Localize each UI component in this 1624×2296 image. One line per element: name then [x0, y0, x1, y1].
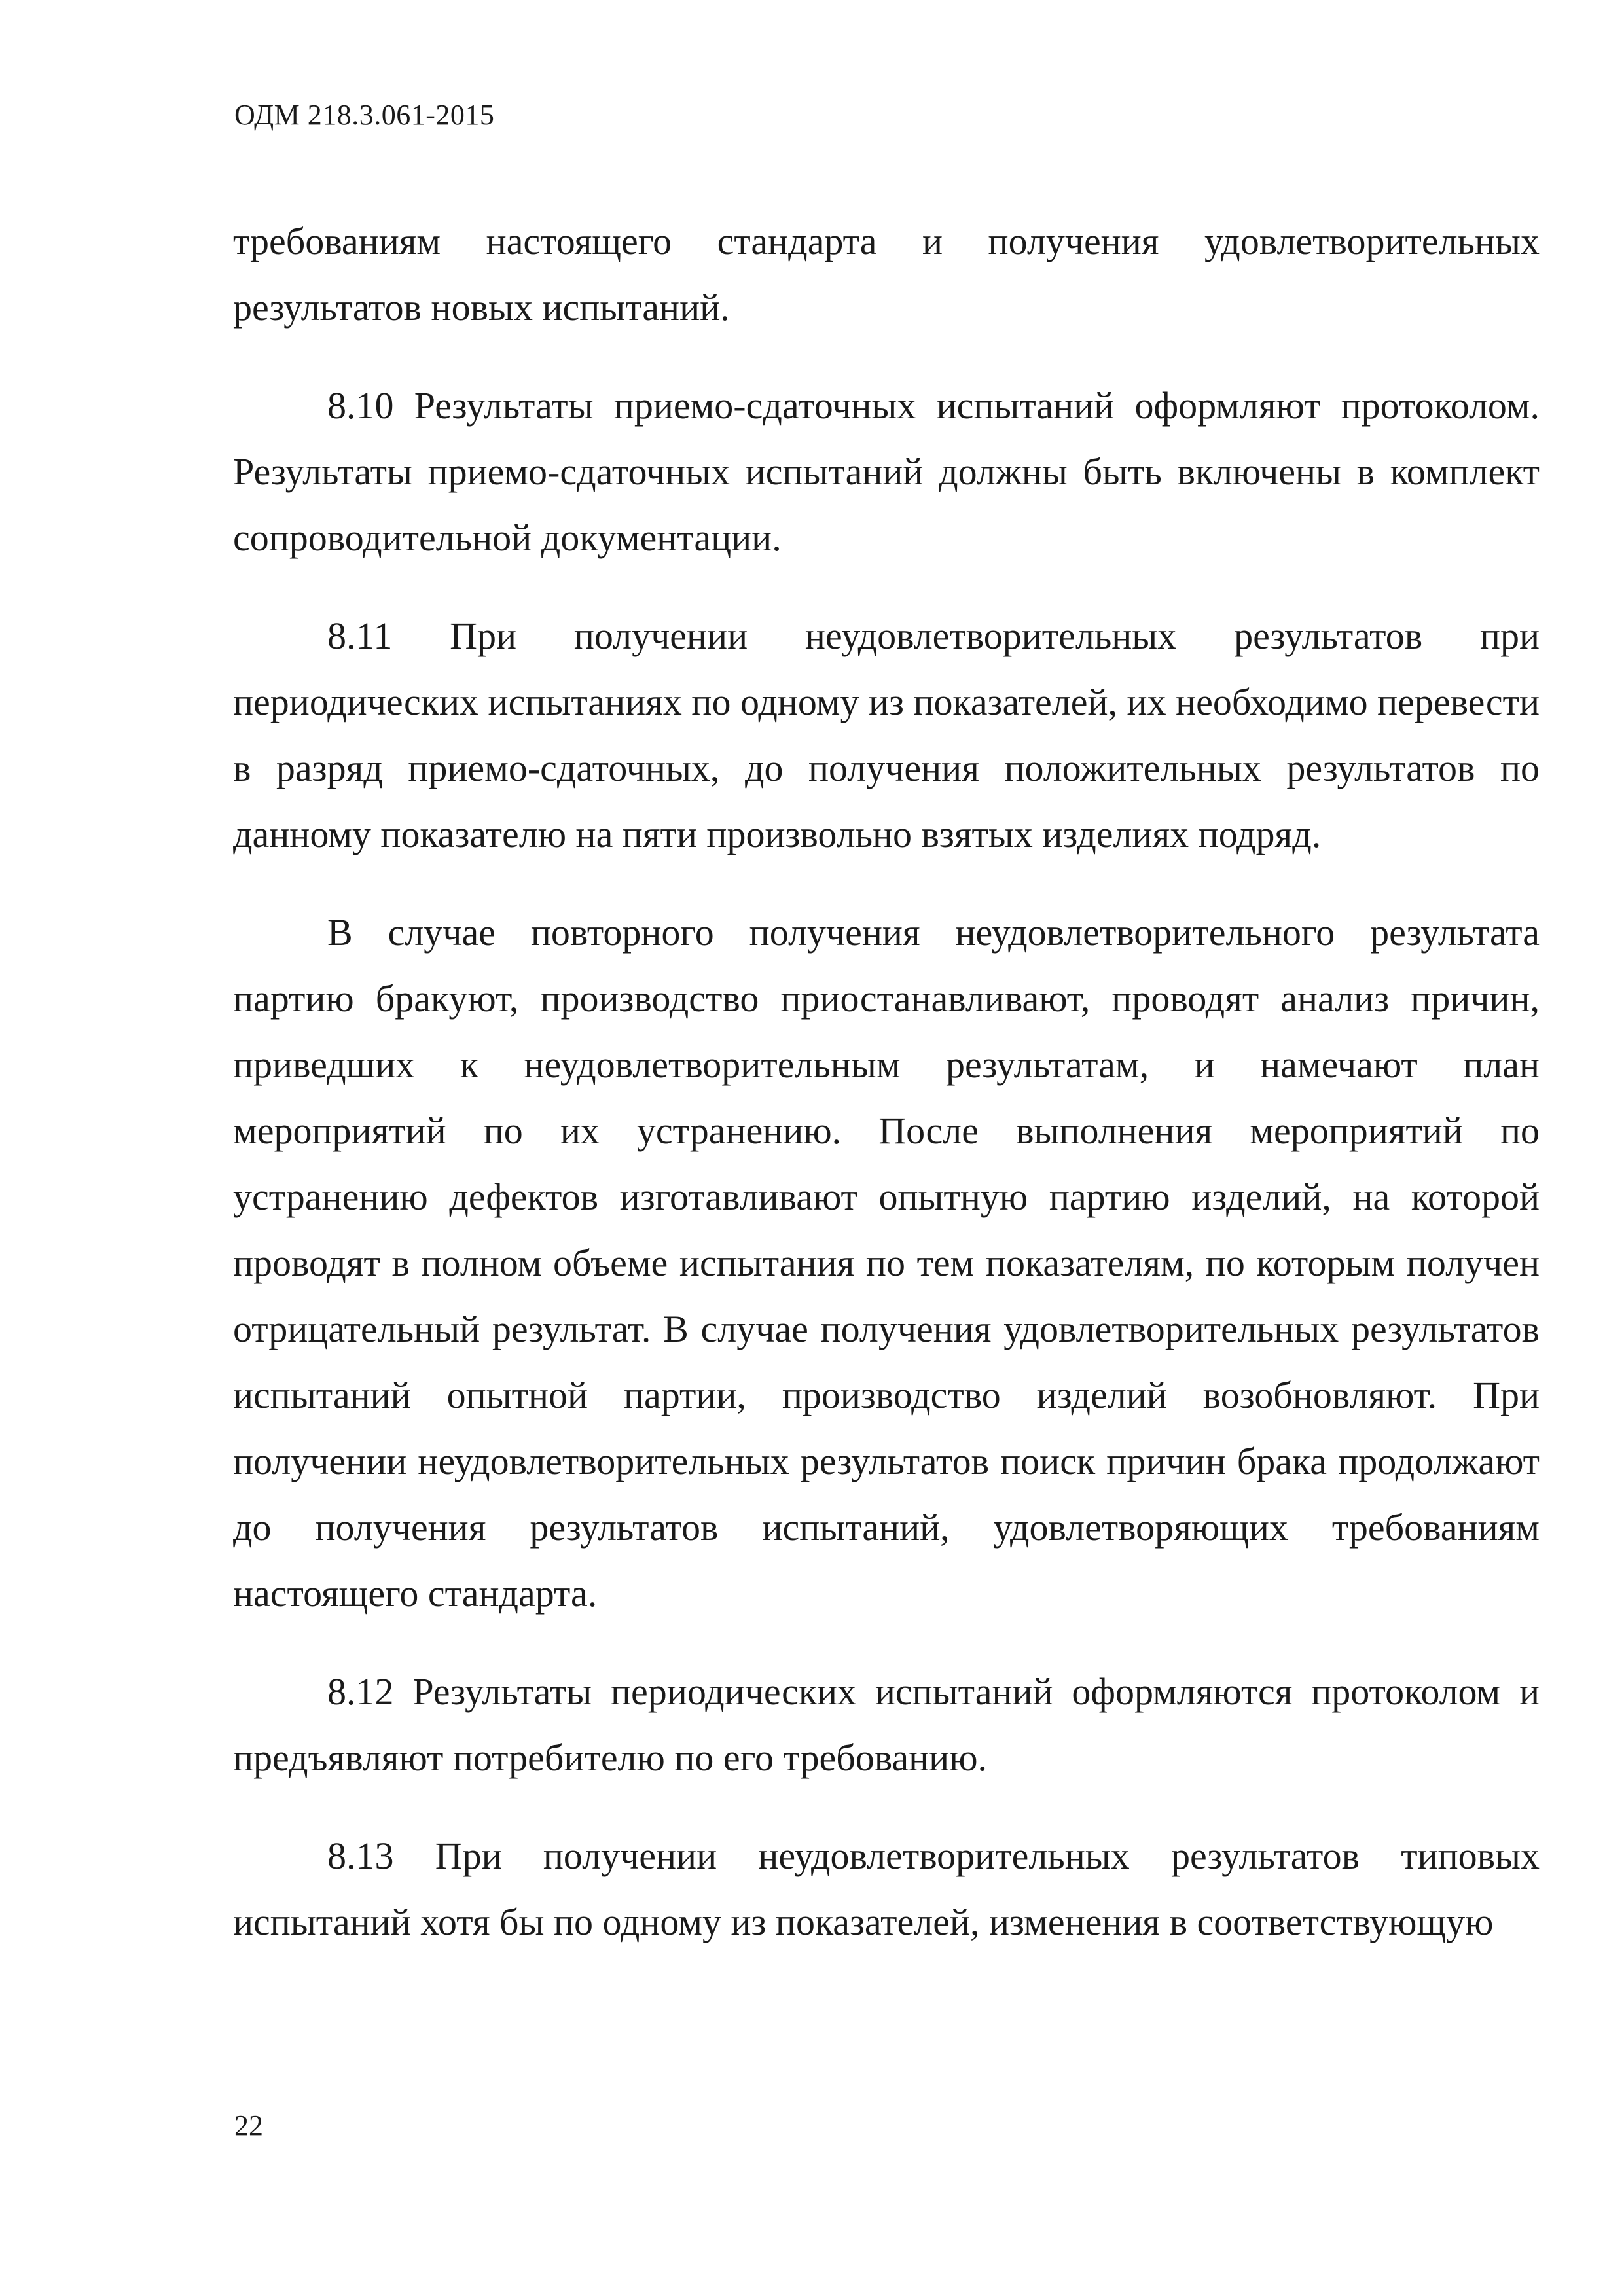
document-code-header: ОДМ 218.3.061-2015: [234, 99, 495, 131]
paragraph-continuation: требованиям настоящего стандарта и получения удовлетворительных результатов новых испытаний.: [233, 220, 1540, 329]
paragraph-8-12: 8.12 Результаты периодических испытаний оформляются протоколом и предъявляют потребителю по его требованию.: [233, 1670, 1540, 1779]
paragraph-8-10: 8.10 Результаты приемо-сдаточных испытаний оформляют протоколом. Результаты приемо-сдаточных испытаний должны быть включены в комплект сопроводительной документации.: [233, 384, 1540, 559]
paragraph-repeat-failure: В случае повторного получения неудовлетворительного результата партию бракуют, производство приостанавливают, проводят анализ причин, приведших к неудовлетворительным результатам, и намечают план мероприятий по их устранению. После выполнения мероприятий по устранению дефектов изготавливают опытную партию изделий, на которой проводят в полном объеме испытания по тем показателям, по которым получен отрицательный результат. В случае получения удовлетворительных результатов испытаний опытной партии, производство изделий возобновляют. При получении неудовлетворительных результатов поиск причин брака продолжают до получения результатов испытаний, удовлетворяющих требованиям настоящего стандарта.: [233, 911, 1540, 1615]
body-text: [233, 208, 1540, 1987]
paragraph-8-11: 8.11 При получении неудовлетворительных результатов при периодических испытаниях по одному из показателей, их необходимо перевести в разряд приемо-сдаточных, до получения положительных результатов по данному показателю на пяти произвольно взятых изделиях подряд.: [233, 615, 1540, 855]
paragraph-8-13: 8.13 При получении неудовлетворительных результатов типовых испытаний хотя бы по одному из показателей, изменения в соответствующую: [233, 1835, 1540, 1943]
page-number: 22: [234, 2109, 263, 2142]
